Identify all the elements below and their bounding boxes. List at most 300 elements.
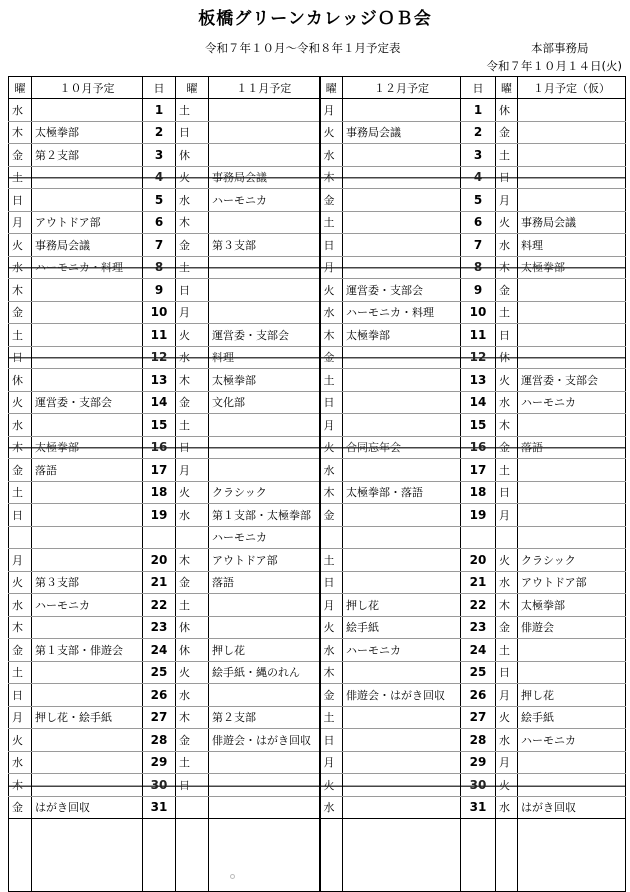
table-row (9, 774, 626, 797)
dec-event-cell (343, 211, 461, 234)
dec-weekday-cell: 金 (320, 684, 343, 707)
jan-weekday-cell: 月 (496, 189, 518, 212)
dec-event-cell: 俳遊会・はがき回収 (343, 684, 461, 707)
table-row (9, 796, 626, 819)
nov-weekday-cell: 水 (176, 504, 209, 527)
jan-weekday-cell: 土 (496, 144, 518, 167)
dec-event-cell (343, 234, 461, 257)
oct-event-cell (32, 729, 143, 752)
jan-event-cell (518, 481, 626, 504)
dec-weekday-cell: 日 (320, 571, 343, 594)
header-row (9, 77, 626, 99)
header-october: １０月予定 (32, 77, 143, 99)
oct-event-cell (32, 819, 143, 892)
dec-weekday-cell (320, 819, 343, 892)
oct-weekday-cell: 水 (9, 751, 32, 774)
day-cell: 27 (143, 706, 176, 729)
jan-event-cell: 俳遊会 (518, 616, 626, 639)
dec-weekday-cell: 土 (320, 549, 343, 572)
header-day: 日 (143, 77, 176, 99)
table-row (9, 616, 626, 639)
dec-weekday-cell: 火 (320, 774, 343, 797)
dec-weekday-cell: 水 (320, 639, 343, 662)
jan-event-cell (518, 279, 626, 302)
dec-event-cell: 運営委・支部会 (343, 279, 461, 302)
day-cell: 19 (143, 504, 176, 527)
table-row (9, 301, 626, 324)
oct-event-cell (32, 504, 143, 527)
jan-event-cell (518, 189, 626, 212)
header-weekday-jan: 曜 (496, 77, 518, 99)
nov-event-cell: ハーモニカ (209, 526, 320, 549)
day-cell: 23 (143, 616, 176, 639)
day-cell-2: 18 (461, 481, 496, 504)
day-cell: 4 (143, 166, 176, 189)
dec-weekday-cell: 金 (320, 189, 343, 212)
header-weekday-nov: 曜 (176, 77, 209, 99)
nov-event-cell: 文化部 (209, 391, 320, 414)
nov-weekday-cell: 休 (176, 144, 209, 167)
dec-event-cell (343, 391, 461, 414)
day-cell: 25 (143, 661, 176, 684)
table-row (9, 211, 626, 234)
dec-event-cell: ハーモニカ・料理 (343, 301, 461, 324)
schedule-body (9, 99, 626, 892)
oct-event-cell (32, 369, 143, 392)
dec-event-cell: 押し花 (343, 594, 461, 617)
jan-weekday-cell: 金 (496, 121, 518, 144)
oct-weekday-cell: 日 (9, 684, 32, 707)
jan-weekday-cell: 水 (496, 391, 518, 414)
oct-event-cell (32, 279, 143, 302)
nov-event-cell (209, 751, 320, 774)
oct-weekday-cell: 日 (9, 346, 32, 369)
jan-weekday-cell: 火 (496, 774, 518, 797)
jan-event-cell (518, 414, 626, 437)
table-row (9, 661, 626, 684)
oct-event-cell: アウトドア部 (32, 211, 143, 234)
dec-weekday-cell: 日 (320, 729, 343, 752)
jan-weekday-cell (496, 819, 518, 892)
nov-event-cell (209, 684, 320, 707)
nov-event-cell (209, 121, 320, 144)
nov-event-cell: 絵手紙・縄のれん (209, 661, 320, 684)
nov-weekday-cell: 土 (176, 256, 209, 279)
nov-event-cell (209, 256, 320, 279)
table-row (9, 121, 626, 144)
day-cell-2: 5 (461, 189, 496, 212)
dec-event-cell: ハーモニカ (343, 639, 461, 662)
oct-weekday-cell: 土 (9, 166, 32, 189)
day-cell: 21 (143, 571, 176, 594)
oct-weekday-cell: 月 (9, 211, 32, 234)
table-row (9, 256, 626, 279)
day-cell-2 (461, 819, 496, 892)
jan-event-cell (518, 459, 626, 482)
dec-weekday-cell: 土 (320, 211, 343, 234)
jan-weekday-cell: 水 (496, 729, 518, 752)
day-cell-2: 22 (461, 594, 496, 617)
day-cell-2: 7 (461, 234, 496, 257)
nov-event-cell: 第２支部 (209, 706, 320, 729)
oct-event-cell (32, 346, 143, 369)
oct-event-cell (32, 526, 143, 549)
day-cell: 29 (143, 751, 176, 774)
dec-event-cell (343, 729, 461, 752)
oct-event-cell (32, 324, 143, 347)
oct-weekday-cell: 木 (9, 121, 32, 144)
dec-event-cell (343, 504, 461, 527)
header-weekday-oct: 曜 (9, 77, 32, 99)
dec-event-cell (343, 706, 461, 729)
oct-event-cell (32, 189, 143, 212)
day-cell: 3 (143, 144, 176, 167)
day-cell-2 (461, 526, 496, 549)
day-cell-2: 13 (461, 369, 496, 392)
nov-event-cell (209, 796, 320, 819)
dec-event-cell: 事務局会議 (343, 121, 461, 144)
day-cell (143, 819, 176, 892)
day-cell: 5 (143, 189, 176, 212)
nov-weekday-cell (176, 796, 209, 819)
nov-weekday-cell: 水 (176, 346, 209, 369)
day-cell: 18 (143, 481, 176, 504)
nov-weekday-cell: 土 (176, 99, 209, 122)
oct-weekday-cell: 水 (9, 99, 32, 122)
jan-event-cell: ハーモニカ (518, 729, 626, 752)
day-cell-2: 6 (461, 211, 496, 234)
jan-event-cell: 落語 (518, 436, 626, 459)
day-cell-2: 15 (461, 414, 496, 437)
nov-weekday-cell: 火 (176, 481, 209, 504)
oct-weekday-cell: 休 (9, 369, 32, 392)
dec-weekday-cell: 金 (320, 346, 343, 369)
nov-weekday-cell: 日 (176, 279, 209, 302)
jan-weekday-cell: 土 (496, 459, 518, 482)
jan-event-cell: 絵手紙 (518, 706, 626, 729)
dec-weekday-cell (320, 526, 343, 549)
jan-event-cell (518, 99, 626, 122)
dec-weekday-cell: 月 (320, 594, 343, 617)
dec-event-cell (343, 459, 461, 482)
dec-weekday-cell: 日 (320, 391, 343, 414)
oct-event-cell (32, 616, 143, 639)
nov-weekday-cell: 土 (176, 594, 209, 617)
dec-weekday-cell: 日 (320, 234, 343, 257)
day-cell-2: 28 (461, 729, 496, 752)
day-cell: 2 (143, 121, 176, 144)
jan-weekday-cell: 日 (496, 661, 518, 684)
jan-event-cell (518, 324, 626, 347)
jan-event-cell (518, 301, 626, 324)
table-row (9, 526, 626, 549)
dec-event-cell (343, 256, 461, 279)
table-row (9, 481, 626, 504)
dec-event-cell (343, 774, 461, 797)
day-cell-2: 9 (461, 279, 496, 302)
nov-weekday-cell (176, 526, 209, 549)
dec-weekday-cell: 火 (320, 279, 343, 302)
header-december: １２月予定 (343, 77, 461, 99)
jan-weekday-cell: 日 (496, 481, 518, 504)
oct-weekday-cell: 金 (9, 639, 32, 662)
nov-weekday-cell (176, 819, 209, 892)
table-row (9, 414, 626, 437)
jan-weekday-cell: 木 (496, 594, 518, 617)
day-cell: 6 (143, 211, 176, 234)
table-row (9, 549, 626, 572)
day-cell: 11 (143, 324, 176, 347)
oct-weekday-cell (9, 526, 32, 549)
dec-event-cell (343, 144, 461, 167)
nov-weekday-cell: 月 (176, 301, 209, 324)
nov-weekday-cell: 休 (176, 616, 209, 639)
table-row (9, 706, 626, 729)
oct-event-cell: 運営委・支部会 (32, 391, 143, 414)
jan-weekday-cell: 水 (496, 234, 518, 257)
nov-event-cell (209, 594, 320, 617)
table-row (9, 234, 626, 257)
header-november: １１月予定 (209, 77, 320, 99)
day-cell: 20 (143, 549, 176, 572)
nov-weekday-cell: 休 (176, 639, 209, 662)
day-cell: 14 (143, 391, 176, 414)
oct-weekday-cell: 土 (9, 481, 32, 504)
day-cell-2: 29 (461, 751, 496, 774)
dec-weekday-cell: 金 (320, 504, 343, 527)
nov-event-cell (209, 819, 320, 892)
dec-event-cell (343, 346, 461, 369)
nov-weekday-cell: 月 (176, 459, 209, 482)
day-cell: 1 (143, 99, 176, 122)
oct-weekday-cell: 木 (9, 436, 32, 459)
day-cell-2: 23 (461, 616, 496, 639)
dec-weekday-cell: 月 (320, 751, 343, 774)
dec-event-cell (343, 414, 461, 437)
nov-event-cell: 第３支部 (209, 234, 320, 257)
dec-event-cell (343, 166, 461, 189)
day-cell: 31 (143, 796, 176, 819)
table-row (9, 684, 626, 707)
dec-event-cell (343, 369, 461, 392)
schedule-subtitle: 令和７年１０月～令和８年１月予定表 (205, 41, 401, 55)
table-row (9, 99, 626, 122)
oct-weekday-cell: 水 (9, 256, 32, 279)
jan-weekday-cell: 火 (496, 706, 518, 729)
day-cell: 7 (143, 234, 176, 257)
jan-event-cell (518, 504, 626, 527)
dec-event-cell (343, 549, 461, 572)
nov-weekday-cell: 金 (176, 729, 209, 752)
oct-weekday-cell: 月 (9, 549, 32, 572)
oct-weekday-cell: 木 (9, 774, 32, 797)
day-cell-2: 30 (461, 774, 496, 797)
day-cell: 8 (143, 256, 176, 279)
oct-weekday-cell: 土 (9, 324, 32, 347)
oct-weekday-cell: 金 (9, 144, 32, 167)
jan-weekday-cell: 日 (496, 166, 518, 189)
nov-event-cell: 事務局会議 (209, 166, 320, 189)
dec-weekday-cell: 土 (320, 706, 343, 729)
oct-event-cell (32, 774, 143, 797)
oct-event-cell: 第３支部 (32, 571, 143, 594)
oct-weekday-cell: 日 (9, 504, 32, 527)
nov-weekday-cell: 火 (176, 661, 209, 684)
oct-weekday-cell: 火 (9, 234, 32, 257)
jan-event-cell (518, 121, 626, 144)
header-january: １月予定（仮） (518, 77, 626, 99)
day-cell-2: 14 (461, 391, 496, 414)
nov-weekday-cell: 金 (176, 234, 209, 257)
oct-weekday-cell: 水 (9, 414, 32, 437)
oct-weekday-cell: 金 (9, 459, 32, 482)
day-cell-2: 8 (461, 256, 496, 279)
day-cell-2: 17 (461, 459, 496, 482)
dec-weekday-cell: 水 (320, 144, 343, 167)
document-title: 板橋グリーンカレッジＯＢ会 (198, 9, 432, 29)
nov-weekday-cell: 水 (176, 189, 209, 212)
nov-event-cell: 第１支部・太極拳部 (209, 504, 320, 527)
table-row (9, 594, 626, 617)
table-row (9, 144, 626, 167)
nov-event-cell (209, 459, 320, 482)
day-cell-2: 21 (461, 571, 496, 594)
day-cell: 28 (143, 729, 176, 752)
nov-event-cell (209, 279, 320, 302)
day-cell-2: 12 (461, 346, 496, 369)
day-cell: 30 (143, 774, 176, 797)
jan-weekday-cell: 火 (496, 211, 518, 234)
dec-weekday-cell: 水 (320, 301, 343, 324)
oct-weekday-cell: 木 (9, 279, 32, 302)
nov-event-cell (209, 301, 320, 324)
jan-event-cell: ハーモニカ (518, 391, 626, 414)
jan-weekday-cell: 土 (496, 301, 518, 324)
nov-weekday-cell: 火 (176, 166, 209, 189)
day-cell-2: 24 (461, 639, 496, 662)
jan-event-cell (518, 774, 626, 797)
dec-weekday-cell: 火 (320, 121, 343, 144)
table-row (9, 571, 626, 594)
day-cell-2: 1 (461, 99, 496, 122)
jan-event-cell (518, 526, 626, 549)
nov-event-cell: 太極拳部 (209, 369, 320, 392)
header-day-2: 日 (461, 77, 496, 99)
dec-weekday-cell: 木 (320, 481, 343, 504)
oct-weekday-cell: 土 (9, 661, 32, 684)
oct-event-cell: 太極拳部 (32, 121, 143, 144)
jan-weekday-cell: 月 (496, 684, 518, 707)
table-row (9, 346, 626, 369)
jan-weekday-cell (496, 526, 518, 549)
scan-artifact-dot (230, 874, 235, 879)
jan-event-cell: クラシック (518, 549, 626, 572)
table-row (9, 729, 626, 752)
jan-weekday-cell: 月 (496, 751, 518, 774)
day-cell: 16 (143, 436, 176, 459)
oct-event-cell (32, 549, 143, 572)
dec-event-cell (343, 796, 461, 819)
jan-weekday-cell: 水 (496, 796, 518, 819)
oct-event-cell: 第１支部・俳遊会 (32, 639, 143, 662)
day-cell: 26 (143, 684, 176, 707)
nov-weekday-cell: 木 (176, 706, 209, 729)
day-cell-2: 20 (461, 549, 496, 572)
day-cell-2: 25 (461, 661, 496, 684)
oct-event-cell: ハーモニカ・料理 (32, 256, 143, 279)
day-cell-2: 3 (461, 144, 496, 167)
oct-event-cell: 太極拳部 (32, 436, 143, 459)
nov-weekday-cell: 金 (176, 571, 209, 594)
day-cell-2: 31 (461, 796, 496, 819)
day-cell: 15 (143, 414, 176, 437)
nov-weekday-cell: 日 (176, 121, 209, 144)
oct-event-cell (32, 684, 143, 707)
day-cell-2: 10 (461, 301, 496, 324)
dec-weekday-cell: 木 (320, 661, 343, 684)
oct-weekday-cell: 金 (9, 796, 32, 819)
dec-event-cell: 太極拳部・落語 (343, 481, 461, 504)
oct-weekday-cell: 火 (9, 571, 32, 594)
dec-weekday-cell: 水 (320, 459, 343, 482)
day-cell (143, 526, 176, 549)
day-cell: 12 (143, 346, 176, 369)
jan-weekday-cell: 金 (496, 616, 518, 639)
oct-event-cell: 第２支部 (32, 144, 143, 167)
jan-weekday-cell: 休 (496, 99, 518, 122)
oct-event-cell (32, 301, 143, 324)
day-cell: 17 (143, 459, 176, 482)
dec-event-cell: 絵手紙 (343, 616, 461, 639)
dec-weekday-cell: 月 (320, 256, 343, 279)
table-row (9, 391, 626, 414)
schedule-table (8, 76, 626, 892)
nov-event-cell (209, 616, 320, 639)
jan-weekday-cell: 金 (496, 279, 518, 302)
jan-event-cell: 料理 (518, 234, 626, 257)
dec-weekday-cell: 火 (320, 436, 343, 459)
jan-event-cell: はがき回収 (518, 796, 626, 819)
dec-weekday-cell: 月 (320, 414, 343, 437)
jan-event-cell: 太極拳部 (518, 594, 626, 617)
jan-weekday-cell: 日 (496, 324, 518, 347)
office-name: 本部事務局 (531, 41, 589, 55)
day-cell-2: 27 (461, 706, 496, 729)
nov-event-cell (209, 414, 320, 437)
oct-event-cell (32, 481, 143, 504)
jan-event-cell (518, 639, 626, 662)
table-row (9, 639, 626, 662)
table-row (9, 369, 626, 392)
dec-event-cell (343, 819, 461, 892)
table-row (9, 504, 626, 527)
oct-weekday-cell: 木 (9, 616, 32, 639)
nov-weekday-cell: 火 (176, 324, 209, 347)
nov-event-cell: 料理 (209, 346, 320, 369)
table-row (9, 751, 626, 774)
day-cell: 24 (143, 639, 176, 662)
nov-event-cell (209, 144, 320, 167)
nov-weekday-cell: 木 (176, 549, 209, 572)
oct-weekday-cell: 日 (9, 189, 32, 212)
oct-event-cell: 押し花・絵手紙 (32, 706, 143, 729)
nov-event-cell: 俳遊会・はがき回収 (209, 729, 320, 752)
nov-weekday-cell: 金 (176, 391, 209, 414)
jan-event-cell (518, 346, 626, 369)
oct-weekday-cell: 金 (9, 301, 32, 324)
day-cell-2: 2 (461, 121, 496, 144)
nov-weekday-cell: 土 (176, 751, 209, 774)
